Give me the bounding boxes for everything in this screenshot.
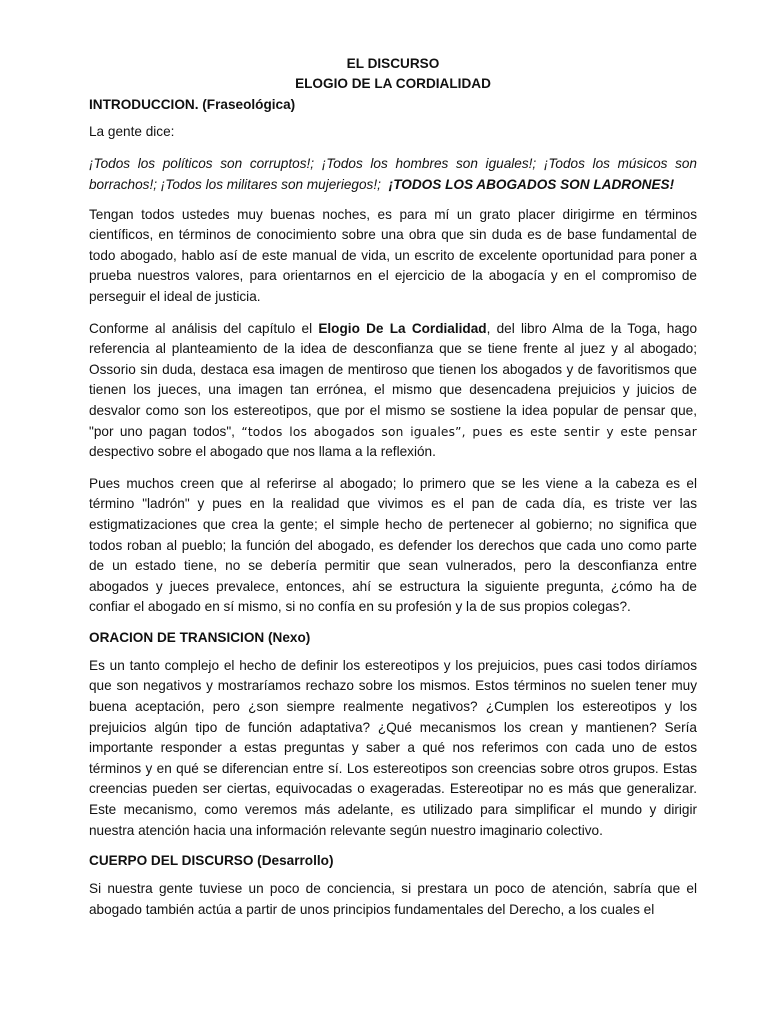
quotes-emphasis: ¡TODOS LOS ABOGADOS SON LADRONES!	[388, 176, 675, 192]
body-heading: CUERPO DEL DISCURSO (Desarrollo)	[89, 853, 334, 869]
paragraph-3: Pues muchos creen que al referirse al abogado; lo primero que se les viene a la cabeza es el término "ladrón" y pues en la realidad que vivimos es el pan de cada día, es triste ver las estigmatizaciones que crea la gente; el simple hecho de pertenecer al gobierno; no significa que todos roban al pueblo; la función del abogado, es defender los derechos que cada uno como parte de un estado tiene, no se debería permitir que sean vulnerados, pero la desconfianza entre abogados y jueces prevalece, entonces, ahí se estructura la siguiente pregunta, ¿cómo ha de confiar el abogado en sí mismo, si no confía en su profesión y la de sus propios colegas?.	[89, 475, 697, 615]
paragraph-5: Si nuestra gente tuviese un poco de conciencia, si prestara un poco de atención, sabría que el abogado también actúa a partir de unos principios fundamentales del Derecho, a los cuales el	[89, 881, 697, 917]
paragraph-2-middle: , del libro Alma de la Toga, hago referencia al planteamiento de la idea de desconfianza que se tiene frente al juez y al abogado; Ossorio sin duda, destaca esa imagen de mentiroso que tienen los abogados y de favoritismos que tienen los jueces, una imagen tan errónea, el mismo que desencadena prejuicios y juicios de desvalor como son los estereotipos, que por el mismo se sostiene la idea popular de pensar que, "por uno pagan todos",	[89, 320, 697, 439]
document-subtitle: ELOGIO DE LA CORDIALIDAD	[295, 76, 491, 91]
paragraph-2-end: despectivo sobre el abogado que nos llama a la reflexión.	[89, 444, 436, 460]
paragraph-2-start: Conforme al análisis del capítulo el	[89, 320, 313, 336]
transition-heading: ORACION DE TRANSICION (Nexo)	[89, 629, 311, 645]
paragraph-1: Tengan todos ustedes muy buenas noches, es para mí un grato placer dirigirme en términos científicos, en términos de conocimiento sobre una obra que sin duda es de base fundamental de todo abogado, hablo así de este manual de vida, un escrito de excelente oportunidad para poner a prueba nuestros valores, para orientarnos en el ejercicio de la abogacía y en el compromiso de perseguir el ideal de justicia.	[89, 206, 697, 304]
paragraph-4: Es un tanto complejo el hecho de definir los estereotipos y los prejuicios, pues casi todos diríamos que son negativos y mostraríamos rechazo sobre los mismos. Estos términos no suelen tener muy buena aceptación, pero ¿son siempre realmente negativos? ¿Cumplen los estereotipos y los prejuicios algún tipo de función adaptativa? ¿Qué mecanismos los crean y mantienen? Sería importante responder a estas preguntas y saber a qué nos referimos con cada uno de estos términos y en qué se diferencian entre sí. Los estereotipos son creencias sobre otros grupos. Estas creencias pueden ser ciertas, equivocadas o exageradas. Estereotipar no es más que generalizar. Este mecanismo, como veremos más adelante, es utilizado para simplificar el mundo y dirigir nuestra atención hacia una información relevante según nuestro imaginario colectivo.	[89, 657, 697, 838]
intro-heading: INTRODUCCION. (Fraseológica)	[89, 97, 296, 112]
quotes-text: ¡Todos los políticos son corruptos!; ¡Todos los hombres son iguales!; ¡Todos los músicos son borrachos!; ¡Todos los militares son mujeriegos!;	[89, 155, 697, 192]
paragraph-2	[89, 319, 697, 463]
paragraph-2-bold: Elogio De La Cordialidad	[318, 320, 487, 336]
document-title: EL DISCURSO	[346, 56, 440, 71]
intro-lead: La gente dice:	[89, 124, 175, 139]
document-page	[89, 56, 697, 920]
paragraph-2-quote: “todos los abogados son iguales”, pues es este sentir y este pensar	[241, 424, 697, 439]
quotes-paragraph	[89, 153, 697, 195]
